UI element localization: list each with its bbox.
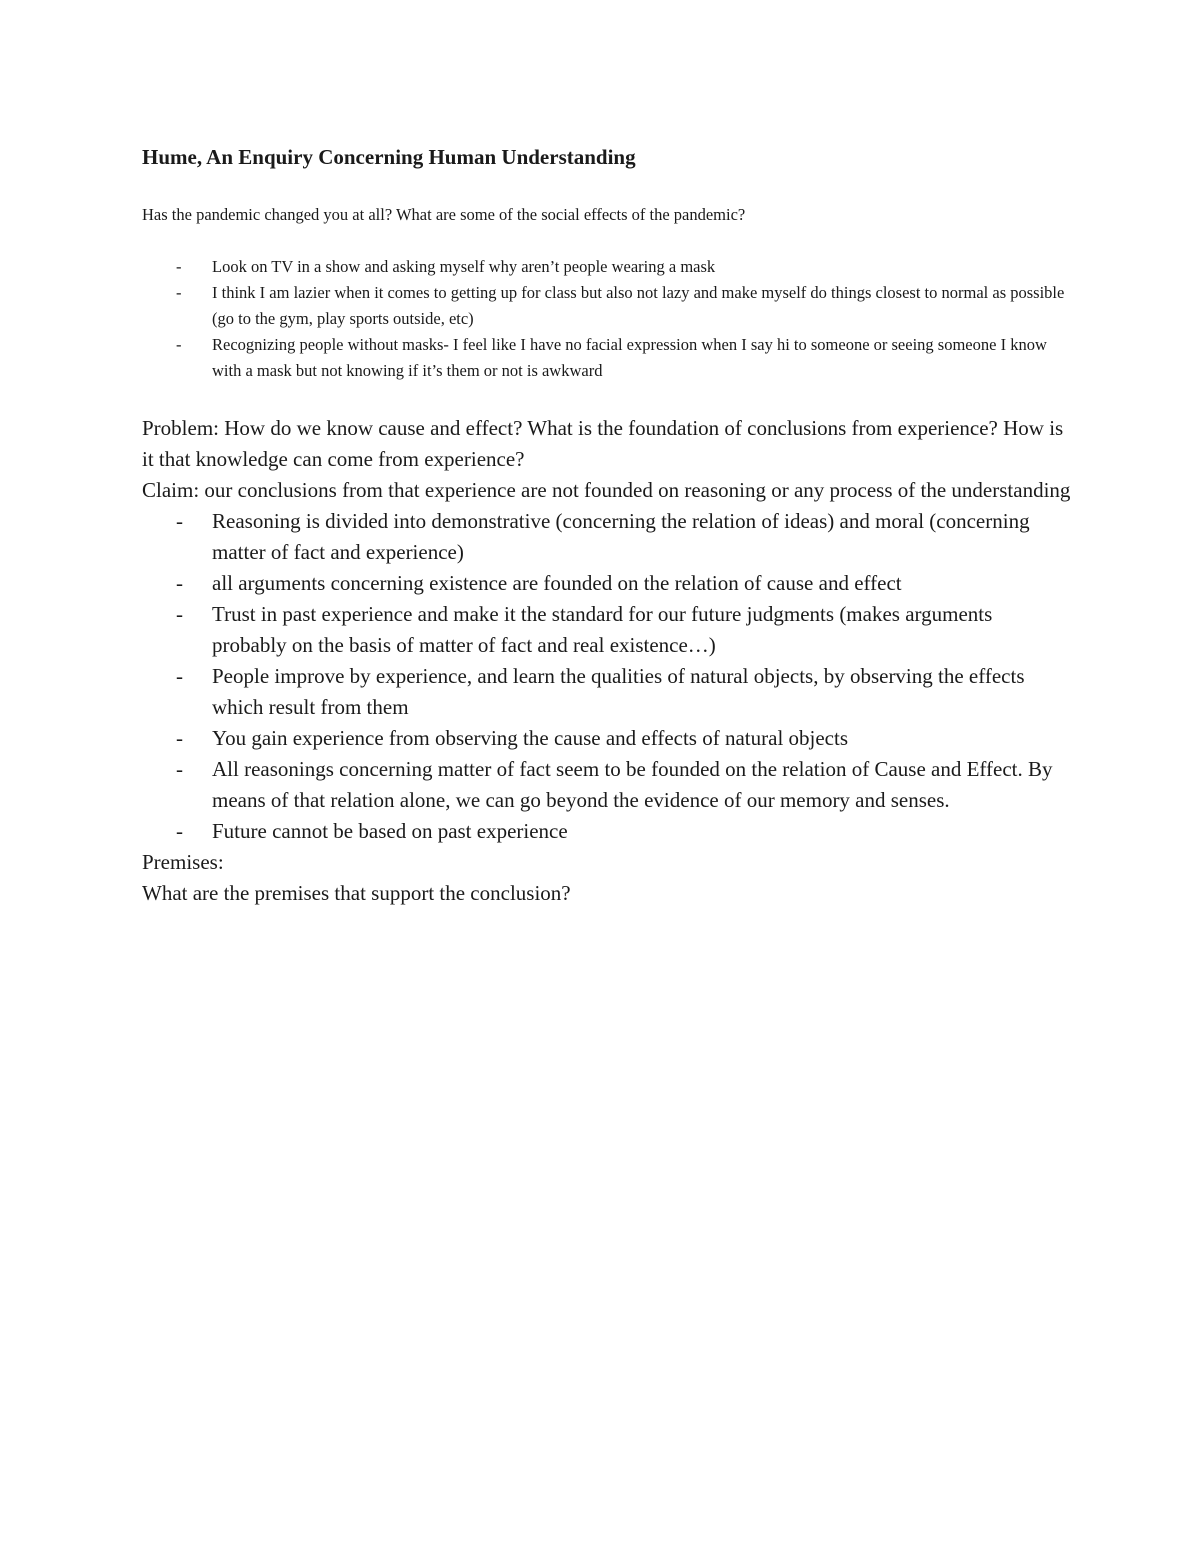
bullet-dash: - bbox=[176, 257, 182, 276]
list-item bbox=[142, 332, 1072, 384]
bullet-dash: - bbox=[176, 283, 182, 302]
bullet-dash: - bbox=[176, 757, 183, 781]
list-item-text: Recognizing people without masks- I feel like I have no facial expression when I say hi to someone or seeing someone I know with a mask but not knowing if it’s them or not is awkward bbox=[212, 335, 1047, 380]
list-item bbox=[142, 661, 1072, 723]
list-item-text: all arguments concerning existence are founded on the relation of cause and effect bbox=[212, 571, 902, 595]
list-item bbox=[142, 816, 1072, 847]
bullet-dash: - bbox=[176, 571, 183, 595]
document-title: Hume, An Enquiry Concerning Human Understanding bbox=[142, 145, 636, 169]
list-item-text: You gain experience from observing the cause and effects of natural objects bbox=[212, 726, 849, 750]
list-item-text: Look on TV in a show and asking myself why aren’t people wearing a mask bbox=[212, 257, 716, 276]
bullet-dash: - bbox=[176, 664, 183, 688]
bullet-dash: - bbox=[176, 726, 183, 750]
problem-paragraph: Problem: How do we know cause and effect? What is the foundation of conclusions from experience? How is it that knowledge can come from experience? bbox=[142, 416, 1064, 471]
answer-list bbox=[142, 254, 1072, 384]
list-item bbox=[142, 599, 1072, 661]
claim-points-list bbox=[142, 506, 1072, 847]
list-item-text: Future cannot be based on past experience bbox=[212, 819, 568, 843]
discussion-question: Has the pandemic changed you at all? What are some of the social effects of the pandemic? bbox=[142, 205, 746, 224]
premises-label: Premises: bbox=[142, 850, 224, 874]
bullet-dash: - bbox=[176, 335, 182, 354]
list-item bbox=[142, 280, 1072, 332]
list-item bbox=[142, 254, 1072, 280]
list-item-text: All reasonings concerning matter of fact seem to be founded on the relation of Cause and Effect. By means of that relation alone, we can go beyond the evidence of our memory and senses. bbox=[212, 757, 1053, 812]
list-item bbox=[142, 723, 1072, 754]
list-item bbox=[142, 506, 1072, 568]
list-item-text: Reasoning is divided into demonstrative (concerning the relation of ideas) and moral (concerning matter of fact and experience) bbox=[212, 509, 1030, 564]
bullet-dash: - bbox=[176, 819, 183, 843]
list-item bbox=[142, 568, 1072, 599]
list-item bbox=[142, 754, 1072, 816]
bullet-dash: - bbox=[176, 509, 183, 533]
list-item-text: Trust in past experience and make it the standard for our future judgments (makes arguments probably on the basis of matter of fact and real existence…) bbox=[212, 602, 993, 657]
list-item-text: People improve by experience, and learn the qualities of natural objects, by observing the effects which result from them bbox=[212, 664, 1025, 719]
claim-paragraph: Claim: our conclusions from that experience are not founded on reasoning or any process of the understanding bbox=[142, 478, 1071, 502]
premises-question: What are the premises that support the conclusion? bbox=[142, 881, 571, 905]
notes-body bbox=[142, 413, 1072, 909]
list-item-text: I think I am lazier when it comes to getting up for class but also not lazy and make myself do things closest to normal as possible (go to the gym, play sports outside, etc) bbox=[212, 283, 1065, 328]
bullet-dash: - bbox=[176, 602, 183, 626]
